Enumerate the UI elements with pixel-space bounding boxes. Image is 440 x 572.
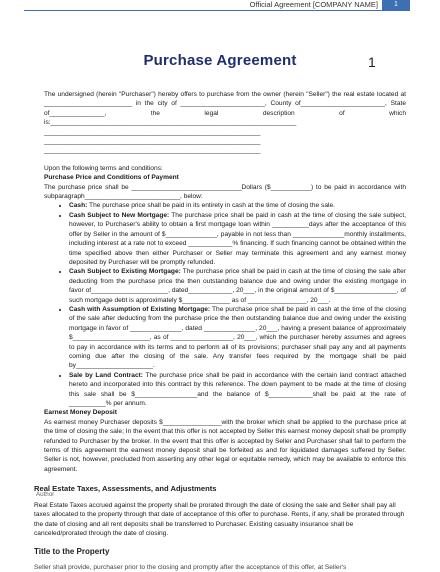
title-property-paragraph: Seller shall provide, purchaser prior to the closing and promptly after the acceptance of this offer, at Seller's (34, 564, 347, 571)
bullet-text: The purchase price shall be paid in its entirety in cash at the time of closing the sale. (87, 202, 335, 210)
bullet-text: The purchase price shall be paid in accordance with the certain land contract attached hereto and incorporated into this contract by this reference. The down payment to be made at the time of closing this sale shall be $_________________and the balance of $____________shall be paid at the rate of __________% per annum. (69, 371, 406, 407)
title-property-heading: Title to the Property (34, 547, 110, 556)
list-item (69, 305, 406, 371)
bullet-label: Sale by Land Contract: (69, 371, 143, 379)
list-item (69, 211, 406, 267)
payment-options-list (44, 201, 406, 408)
page-header (0, 0, 440, 12)
bullet-label: Cash Subject to Existing Mortgage: (69, 268, 181, 276)
price-paragraph: The purchase price shall be ______________________________Dollars ($___________) to be paid in accordance with subparagraph__________________________, below: (44, 183, 406, 201)
document-title: Purchase Agreement (143, 52, 297, 69)
bullet-text: The purchase price shall be paid in cash at the time of closing the sale subject, however, to Purchaser's ability to obtain a first mortgage loan within __________days after the acceptance of this offer by Seller in the amount of $______________, payable in not less than ______________monthly installments, including interest at a rate not to exceed ____________% financing. If such financing cannot be obtained within the time specified above then either Purchaser or Seller may terminate this agreement and any earnest money deposited by Purchaser will be promptly refunded. (69, 211, 406, 266)
bullet-label: Cash Subject to New Mortgage: (69, 211, 170, 219)
list-item (69, 201, 406, 210)
real-estate-paragraph: Real Estate Taxes accrued against the property shall be prorated through the date of closing the sale and Seller shall pay all taxes allocated to the property through that date of acceptance of this offer to purchase. Rents, if any, shall be prorated through the date of closing and all rent deposits shall be transferred to Purchaser. Existing casualty insurance shall be canceled/prorated through the date of closing. (34, 502, 405, 538)
header-page-box: 1 (382, 0, 410, 10)
list-item (69, 267, 406, 305)
list-item (69, 371, 406, 409)
real-estate-heading: Real Estate Taxes, Assessments, and Adjustments (34, 484, 217, 493)
terms-intro: Upon the following terms and conditions: (44, 164, 163, 172)
price-heading: Purchase Price and Conditions of Payment (44, 174, 179, 182)
bullet-label: Cash: (69, 202, 88, 210)
earnest-heading: Earnest Money Deposit (44, 409, 117, 417)
intro-line-1: ___________________________________________________________ (44, 128, 261, 136)
intro-line-3: ___________________________________________________________ (44, 147, 261, 155)
page-number: 1 (368, 54, 376, 70)
bullet-text: The purchase price shall be paid in cash at the time of the closing of the sale after deducting from the purchase price the then outstanding balance due and owing under the existing mortgage in favor of ______________, dated ______________, 20___, having a present balance of approximately $_____________________, as of _________________, 20___, which the purchaser hereby assumes and agrees to pay in accordance with its terms and to perform all of its provisions; purchaser shall pay any and all payments coming due after the closing of the sale. Any transfer fees required by the mortgage shall be paid by_____________________. (69, 305, 407, 370)
intro-line-2: ___________________________________________________________ (44, 138, 261, 146)
author-ghost-label: Author (36, 491, 55, 498)
bullet-text: The purchase price shall be paid in cash at the time of closing the sale after deducting from the purchase price the then outstanding balance due and owing under the existing mortgage in favor of_____________________, dated____________, 20___, in the original amount of $_________________, of such mortgage debt is approximately $_____________ as of ________________, 20___. (69, 268, 406, 304)
header-rule (24, 10, 410, 11)
intro-paragraph: The undersigned (herein "Purchaser") hereby offers to purchase from the owner (herein "Seller") the real estate located at ________________________ in the city of _______________________, County of_______________________, State of_______________, the legal description of which is:___________________________________________________________________ (44, 91, 406, 127)
earnest-paragraph: As earnest money Purchaser deposits $________________with the broker which shall be applied to the purchase price at the time of closing the sale; In the event that this offer is not accepted by Seller this earnest money deposit shall be promptly refunded to Purchaser by the broker. In the event that this offer is accepted by Seller and Purchaser shall fail to perform the terms of this agreement the earnest money deposit shall be forfeited as and for liquidated damages suffered by Seller. Seller is not, however, precluded from asserting any other legal or equitable remedy, which may be available to enforce this agreement. (44, 418, 407, 473)
header-title: Official Agreement [COMPANY NAME] (249, 0, 378, 9)
document-body (44, 90, 406, 474)
bullet-label: Cash with Assumption of Existing Mortgage: (69, 305, 211, 313)
